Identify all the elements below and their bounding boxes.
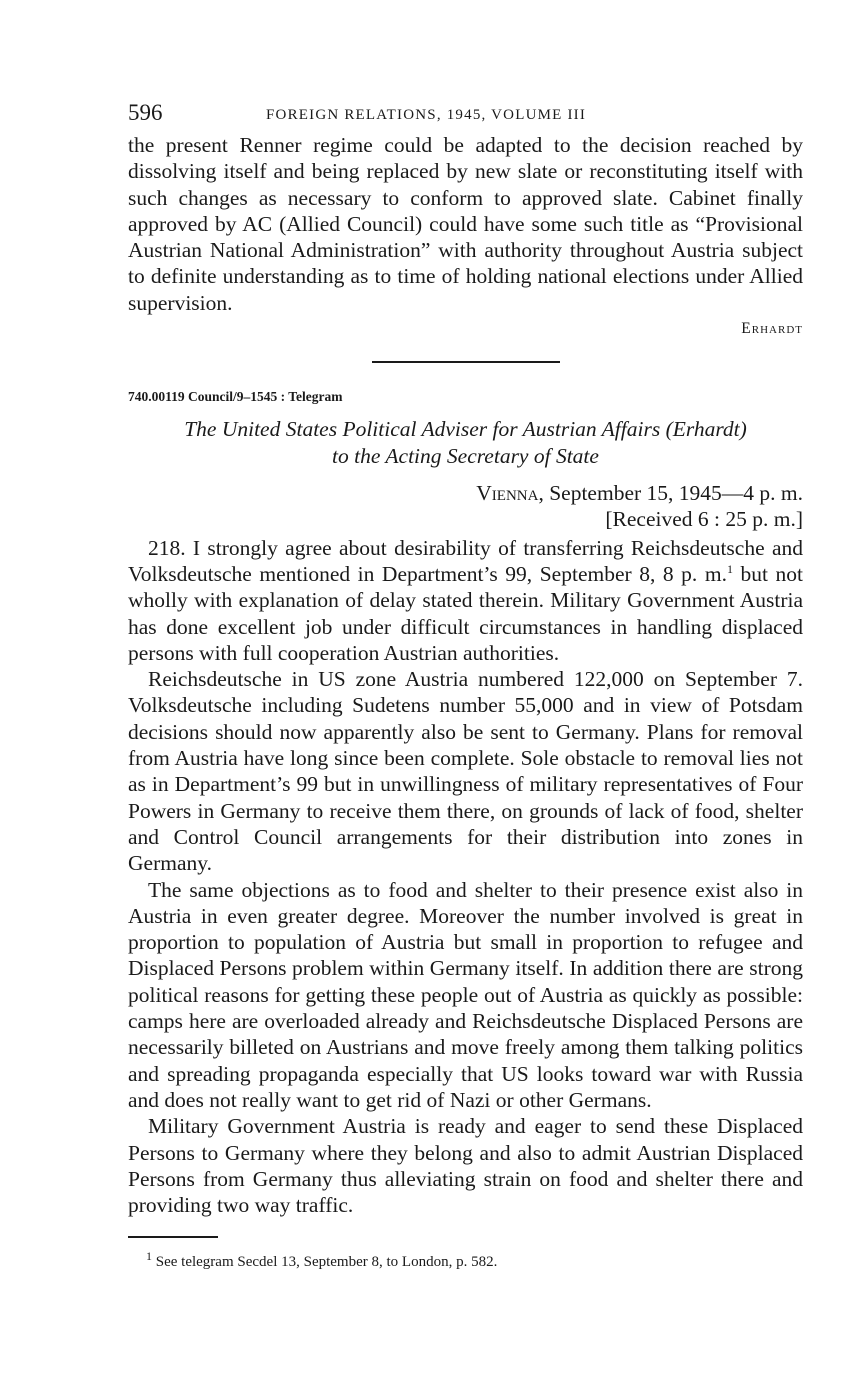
footnote-reference: 1 xyxy=(726,561,733,576)
running-header xyxy=(128,98,803,132)
dateline-place: Vienna xyxy=(476,481,539,506)
document-title-line-1: The United States Political Adviser for Austrian Affairs (Erhardt) xyxy=(184,417,747,442)
running-title: FOREIGN RELATIONS, 1945, VOLUME III xyxy=(266,107,587,123)
document-page xyxy=(128,98,803,1272)
body-paragraph-3: The same objections as to food and shelter to their presence exist also in Austria in even greater degree. Moreover the number involved is great in proportion to population of Austria but small in proportion to refugee and Displaced Persons problem within Germany itself. In addition there are strong political reasons for getting these people out of Austria as quickly as possible: camps here are overloaded already and Reichsdeutsche Displaced Persons are necessarily billeted on Austrians and move freely among them talking politics and spreading propaganda especially that US looks toward war with Russia and does not really want to get rid of Nazi or other Germans. xyxy=(128,877,803,1112)
footnote-text: See telegram Secdel 13, September 8, to London, p. 582. xyxy=(152,1254,498,1271)
file-number: 740.00119 Council/9–1545 : Telegram xyxy=(128,389,343,405)
dateline xyxy=(128,480,803,533)
dateline-date: , September 15, 1945—4 p. m. xyxy=(538,481,803,506)
body-paragraph-4: Military Government Austria is ready and eager to send these Displaced Persons to Germany where they belong and also to admit Austrian Displaced Persons from Germany thus alleviating strain on food and shelter there and providing two way traffic. xyxy=(128,1114,803,1218)
body-paragraph-1 xyxy=(128,535,803,666)
page-number: 596 xyxy=(128,100,163,125)
paragraph-1-text-b: but not wholly with explanation of delay stated therein. Military Government Austria has done excellent job under difficult circumstances in handling displaced persons with full cooperation Austrian authorities. xyxy=(128,561,803,665)
section-divider xyxy=(372,361,560,363)
dateline-place-date xyxy=(128,480,803,506)
paragraph-1-text-a: 218. I strongly agree about desirability of transferring Reichsdeutsche and Volksdeutsche mentioned in Department’s 99, September 8, 8 p. m. xyxy=(128,535,803,586)
continued-paragraph: the present Renner regime could be adapted to the decision reached by dissolving itself and being replaced by new slate or reconstituting itself with such changes as necessary to conform to approved slate. Cabinet finally approved by AC (Allied Council) could have some such title as “Provisional Austrian National Administration” with authority throughout Austria subject to definite understanding as to time of holding national elections under Allied supervision. xyxy=(128,133,803,315)
footnote xyxy=(128,1249,803,1272)
document-title-line-2: to the Acting Secretary of State xyxy=(332,443,599,468)
footnote-mark: 1 xyxy=(146,1249,152,1264)
footnote-divider xyxy=(128,1236,218,1238)
document-title xyxy=(128,416,803,469)
body-paragraph-2: Reichsdeutsche in US zone Austria numbered 122,000 on September 7. Volksdeutsche including Sudetens number 55,000 and in view of Potsdam decisions should now apparently also be sent to Germany. Plans for removal from Austria have long since been complete. Sole obstacle to removal lies not as in Department’s 99 but in unwillingness of military representatives of Four Powers in Germany to receive them there, on grounds of lack of food, shelter and Control Council arrangements for their distribution into zones in Germany. xyxy=(128,667,803,876)
signature: Erhardt xyxy=(741,320,803,338)
received-time: [Received 6 : 25 p. m.] xyxy=(605,507,803,532)
